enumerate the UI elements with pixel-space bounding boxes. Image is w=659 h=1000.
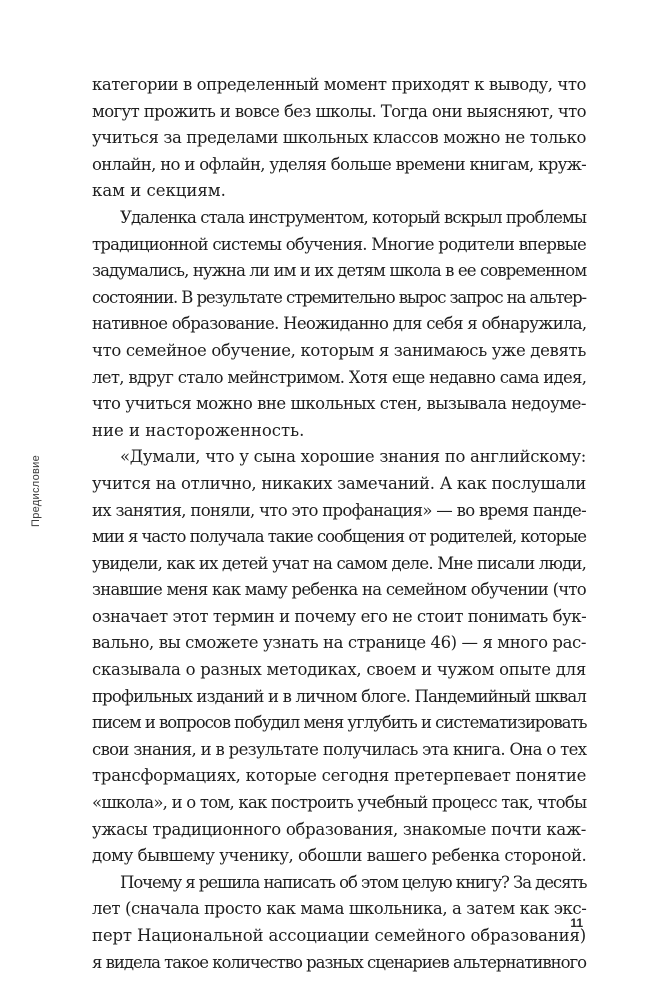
text-line: ужасы традиционного образования, знакомые почти каж- <box>92 819 586 839</box>
text-line: лет (сначала просто как мама школьника, а затем как экс- <box>92 899 587 919</box>
text-line: я видела такое количество разных сценариев альтернативного <box>92 952 586 972</box>
text-line: вально, вы сможете узнать на странице 46) — я много рас- <box>92 633 586 653</box>
text-line: писем и вопросов побудил меня углубить и систематизировать <box>92 713 587 733</box>
text-line: «школа», и о том, как построить учебный процесс так, чтобы <box>92 793 587 813</box>
text-line: дому бывшему ученику, обошли вашего ребенка стороной. <box>92 846 587 866</box>
text-line: онлайн, но и офлайн, уделяя больше времени книгам, круж- <box>92 154 586 174</box>
body-text <box>92 72 586 976</box>
text-line: «Думали, что у сына хорошие знания по английскому: <box>120 447 586 467</box>
text-line: перт Национальной ассоциации семейного образования) <box>92 926 587 945</box>
text-line: лет, вдруг стало мейнстримом. Хотя еще недавно сама идея, <box>92 367 587 387</box>
text-line: ние и настороженность. <box>92 420 305 440</box>
text-line: мии я часто получала такие сообщения от родителей, которые <box>92 527 586 547</box>
page-number: 11 <box>570 916 583 930</box>
text-line: что учиться можно вне школьных стен, вызывала недоуме- <box>92 394 586 414</box>
text-line: учится на отлично, никаких замечаний. А как послушали <box>92 473 586 493</box>
text-line: сказывала о разных методиках, своем и чужом опыте для <box>92 660 586 680</box>
text-line: трансформациях, которые сегодня претерпевает понятие <box>92 766 587 786</box>
text-line: профильных изданий и в личном блоге. Пандемийный шквал <box>92 686 586 706</box>
text-line: означает этот термин и почему его не стоит понимать бук- <box>92 606 587 626</box>
text-line: Почему я решила написать об этом целую книгу? За десять <box>120 872 587 892</box>
running-head: Предисловие <box>30 454 42 527</box>
text-line: их занятия, поняли, что это профанация» — во время панде- <box>92 500 586 520</box>
text-line: задумались, нужна ли им и их детям школа в ее современном <box>92 261 587 281</box>
text-line: учиться за пределами школьных классов можно не только <box>92 128 586 148</box>
text-line: категории в определенный момент приходят к выводу, что <box>92 75 586 94</box>
text-line: могут прожить и вовсе без школы. Тогда они выясняют, что <box>92 101 586 121</box>
text-line: традиционной системы обучения. Многие родители впервые <box>92 234 586 254</box>
text-line: знавшие меня как маму ребенка на семейном обучении (что <box>92 580 586 600</box>
text-line: Удаленка стала инструментом, который вскрыл проблемы <box>120 207 587 227</box>
text-line: кам и секциям. <box>92 181 226 201</box>
text-line: что семейное обучение, которым я занимаюсь уже девять <box>92 340 586 360</box>
text-line: увидели, как их детей учат на самом деле. Мне писали люди, <box>92 553 586 573</box>
text-line: свои знания, и в результате получилась эта книга. Она о тех <box>92 739 587 759</box>
text-line: нативное образование. Неожиданно для себя я обнаружила, <box>92 314 587 334</box>
text-line: состоянии. В результате стремительно вырос запрос на альтер- <box>92 287 587 307</box>
